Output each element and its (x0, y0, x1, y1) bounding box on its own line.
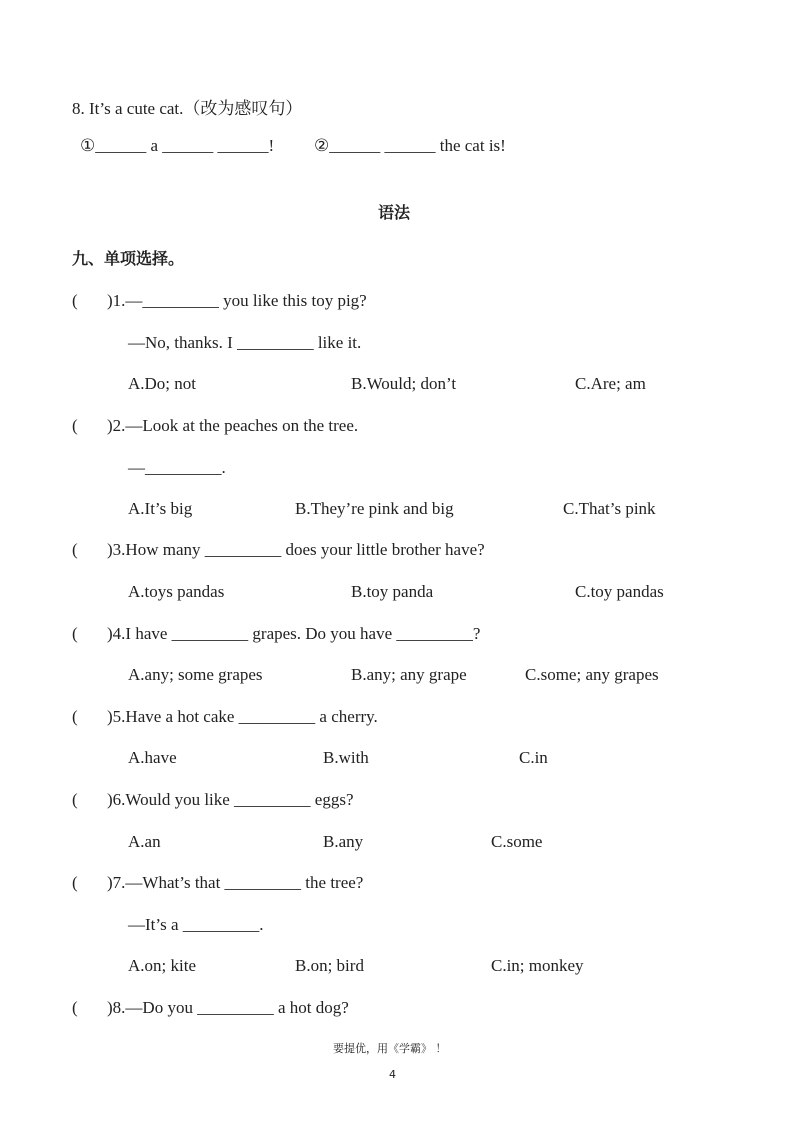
q4-option-c: C.some; any grapes (525, 665, 659, 684)
q2-stem: )2.—Look at the peaches on the tree. (107, 416, 359, 435)
q2-paren: ( (72, 416, 78, 435)
q7-option-b: B.on; bird (295, 956, 364, 975)
q1-reply: —No, thanks. I _________ like it. (128, 333, 362, 352)
q7-reply: —It’s a _________. (128, 915, 264, 934)
q3-stem: )3.How many _________ does your little brother have? (107, 540, 485, 559)
q1-option-a: A.Do; not (128, 374, 196, 393)
q7-option-a: A.on; kite (128, 956, 196, 975)
page-number: 4 (389, 1068, 396, 1081)
footer-slogan: 要提优，用《学霸》 ！ (333, 1042, 447, 1055)
q5-stem: )5.Have a hot cake _________ a cherry. (107, 707, 378, 726)
q7-paren: ( (72, 873, 78, 892)
q3-paren: ( (72, 540, 78, 559)
q7-stem: )7.—What’s that _________ the tree? (107, 873, 364, 892)
q2-reply: —_________. (128, 458, 226, 477)
part-heading: 九、单项选择。 (72, 249, 185, 268)
q4-option-a: A.any; some grapes (128, 665, 263, 684)
q3-option-b: B.toy panda (351, 582, 434, 601)
q2-option-c: C.That’s pink (563, 499, 656, 518)
q6-option-b: B.any (323, 832, 364, 851)
q8-answer-line-2: ②______ ______ the cat is! (314, 136, 506, 155)
q6-stem: )6.Would you like _________ eggs? (107, 790, 354, 809)
q5-option-c: C.in (519, 748, 548, 767)
q2-option-b: B.They’re pink and big (295, 499, 454, 518)
q5-paren: ( (72, 707, 78, 726)
q7-option-c: C.in; monkey (491, 956, 584, 975)
q8-stem: )8.—Do you _________ a hot dog? (107, 998, 349, 1017)
section-title: 语法 (378, 203, 411, 222)
q4-option-b: B.any; any grape (351, 665, 467, 684)
q6-option-a: A.an (128, 832, 161, 851)
q6-paren: ( (72, 790, 78, 809)
q4-paren: ( (72, 624, 78, 643)
q5-option-a: A.have (128, 748, 177, 767)
q8-prompt: 8. It’s a cute cat.（改为感叹句） (72, 99, 303, 118)
q1-paren: ( (72, 291, 78, 310)
q8-answer-line-1: ①______ a ______ ______! (80, 136, 275, 155)
q4-stem: )4.I have _________ grapes. Do you have _________? (107, 624, 481, 643)
q1-option-c: C.Are; am (575, 374, 646, 393)
q1-option-b: B.Would; don’t (351, 374, 457, 393)
q8-paren: ( (72, 998, 78, 1017)
q5-option-b: B.with (323, 748, 369, 767)
q2-option-a: A.It’s big (128, 499, 193, 518)
q3-option-c: C.toy pandas (575, 582, 664, 601)
q6-option-c: C.some (491, 832, 543, 851)
q1-stem: )1.—_________ you like this toy pig? (107, 291, 367, 310)
q3-option-a: A.toys pandas (128, 582, 225, 601)
